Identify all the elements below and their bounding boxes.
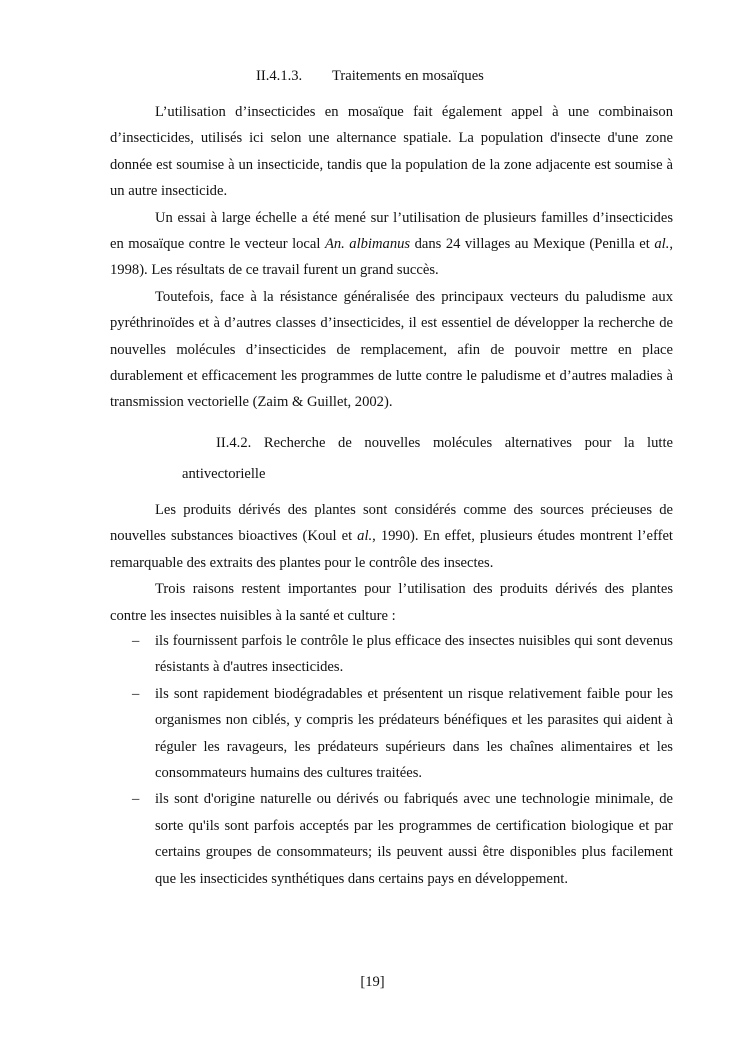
section-alternatives-text xyxy=(110,497,673,629)
reasons-list xyxy=(110,628,673,892)
subsection-number: II.4.1.3. xyxy=(256,68,303,84)
et-al: al. xyxy=(357,528,373,545)
species-name: An. albimanus xyxy=(324,236,411,253)
paragraph-mexico-trial: Un essai à large échelle a été mené sur l’utilisation de plusieurs familles d’insecticides en mosaïque contre le vecteur local An. albimanus dans 24 villages au Mexique (Penilla et al., 1998). Les résultats de ce travail furent un grand succès. xyxy=(110,209,673,279)
paragraph-plant-products: Les produits dérivés des plantes sont considérés comme des sources précieuses de nouvelles substances bioactives (Koul et al., 1990). En effet, plusieurs études montrent l’effet remarquable des extraits des plantes pour le contrôle des insectes. xyxy=(110,502,673,571)
paragraph-mosaic-definition: L’utilisation d’insecticides en mosaïque fait également appel à une combinaison d’insecticides, utilisés ici selon une alternance spatiale. La population d'insecte d'une zone donnée est soumise à un insecticide, tandis que la population de la zone adjacente est soumise à un autre insecticide. xyxy=(110,104,673,200)
section-heading-line1 xyxy=(216,428,673,459)
dash-bullet: – xyxy=(132,685,140,702)
dash-bullet: – xyxy=(132,633,140,649)
paragraph-resistance: Toutefois, face à la résistance généralisée des principaux vecteurs du paludisme aux pyréthrinoïdes et à d’autres classes d’insecticides, il est essentiel de développer la recherche de nouvelles molécules d’insecticides de remplacement, afin de pouvoir mettre en place durablement et efficacement les programmes de lutte contre le paludisme et d’autres maladies à transmission vectorielle (Zaim & Guillet, 2002). xyxy=(110,288,673,411)
et-al: al. xyxy=(654,236,670,253)
paragraph-three-reasons: Trois raisons restent importantes pour l’utilisation des produits dérivés des plantes contre les insectes nuisibles à la santé et culture : xyxy=(110,581,673,624)
section-title: Recherche de nouvelles molécules alternatives pour la lutte xyxy=(263,435,673,451)
subsection-heading xyxy=(256,68,484,85)
list-item: – ils sont rapidement biodégradables et présentent un risque relativement faible pour les organismes non ciblés, y compris les prédateurs bénéfiques et les parasites qui aident à réguler les ravageurs, les prédateurs supérieurs dans les chaînes alimentaires et les consommateurs humains des cultures traitées. xyxy=(110,681,673,787)
page-number: [19] xyxy=(360,974,385,990)
section-heading xyxy=(110,428,673,490)
list-item: – ils fournissent parfois le contrôle le plus efficace des insectes nuisibles qui sont devenus résistants à d'autres insecticides. xyxy=(110,628,673,681)
section-number: II.4.2. xyxy=(216,435,252,451)
dash-bullet: – xyxy=(132,791,140,808)
list-item: – ils sont d'origine naturelle ou dérivés ou fabriqués avec une technologie minimale, de sorte qu'ils sont parfois acceptés par les programmes de certification biologique et par certains groupes de consommateurs; ils peuvent aussi être disponibles plus facilement que les insecticides synthétiques dans certains pays en développement. xyxy=(110,786,673,892)
section-heading-line2: antivectorielle xyxy=(182,466,266,482)
subsection-title: Traitements en mosaïques xyxy=(332,68,484,84)
section-mosaic-text xyxy=(110,99,673,416)
